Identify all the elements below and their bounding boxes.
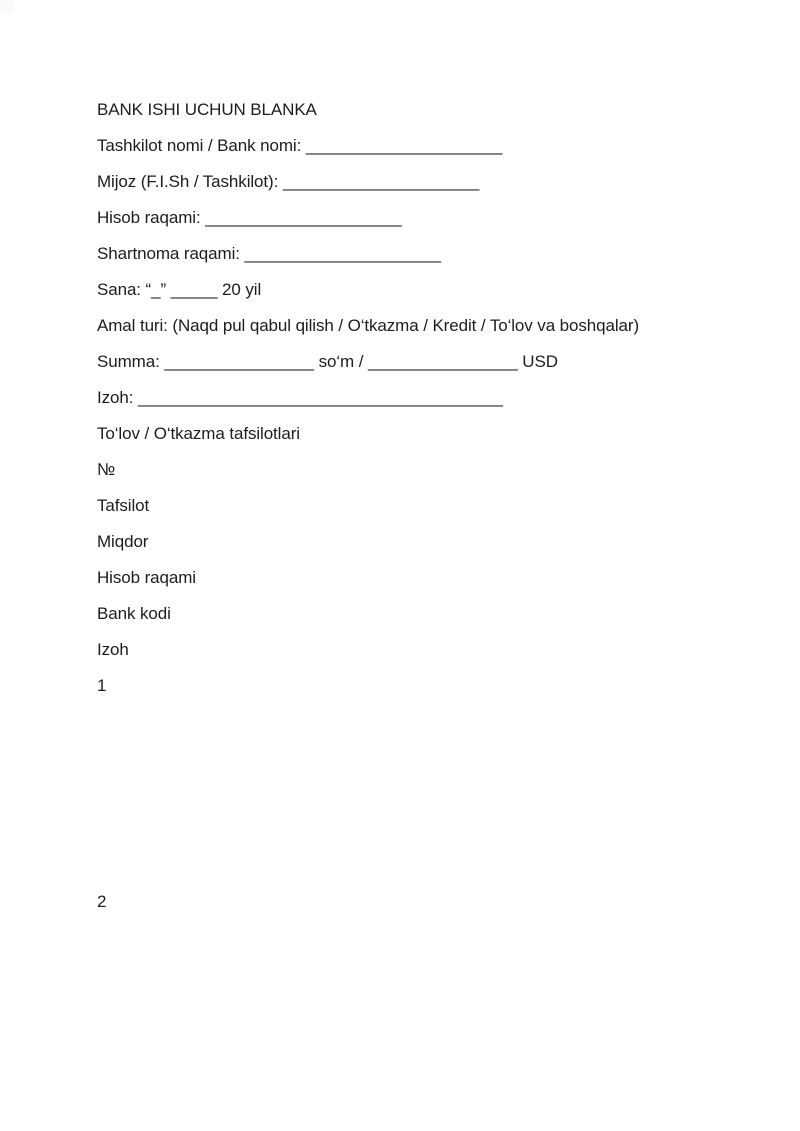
table-header-hisob-raqami: Hisob raqami <box>97 568 196 587</box>
section-heading-tafsilotlari: To‘lov / O‘tkazma tafsilotlari <box>97 424 300 443</box>
field-amal-turi: Amal turi: (Naqd pul qabul qilish / O‘tkazma / Kredit / To‘lov va boshqalar) <box>97 316 640 335</box>
table-header-izoh: Izoh <box>97 640 129 659</box>
field-hisob-raqami: Hisob raqami: _____________________ <box>97 208 402 227</box>
field-tashkilot-nomi: Tashkilot nomi / Bank nomi: _____________________ <box>97 136 503 155</box>
table-header-bank-kodi: Bank kodi <box>97 604 171 623</box>
corner-artifact <box>0 0 14 13</box>
document-content <box>97 92 764 920</box>
table-header-number: № <box>97 460 116 479</box>
row-number-1: 1 <box>97 676 107 695</box>
document-title: BANK ISHI UCHUN BLANKA <box>97 100 317 119</box>
field-sana: Sana: “_” _____ 20 yil <box>97 280 262 299</box>
blank-area <box>97 704 764 884</box>
field-izoh: Izoh: _______________________________________ <box>97 388 503 407</box>
field-shartnoma-raqami: Shartnoma raqami: _____________________ <box>97 244 441 263</box>
table-header-tafsilot: Tafsilot <box>97 496 150 515</box>
row-number-2: 2 <box>97 892 107 911</box>
field-mijoz: Mijoz (F.I.Sh / Tashkilot): _____________________ <box>97 172 480 191</box>
table-header-miqdor: Miqdor <box>97 532 149 551</box>
field-summa: Summa: ________________ so‘m / ________________ USD <box>97 352 558 371</box>
